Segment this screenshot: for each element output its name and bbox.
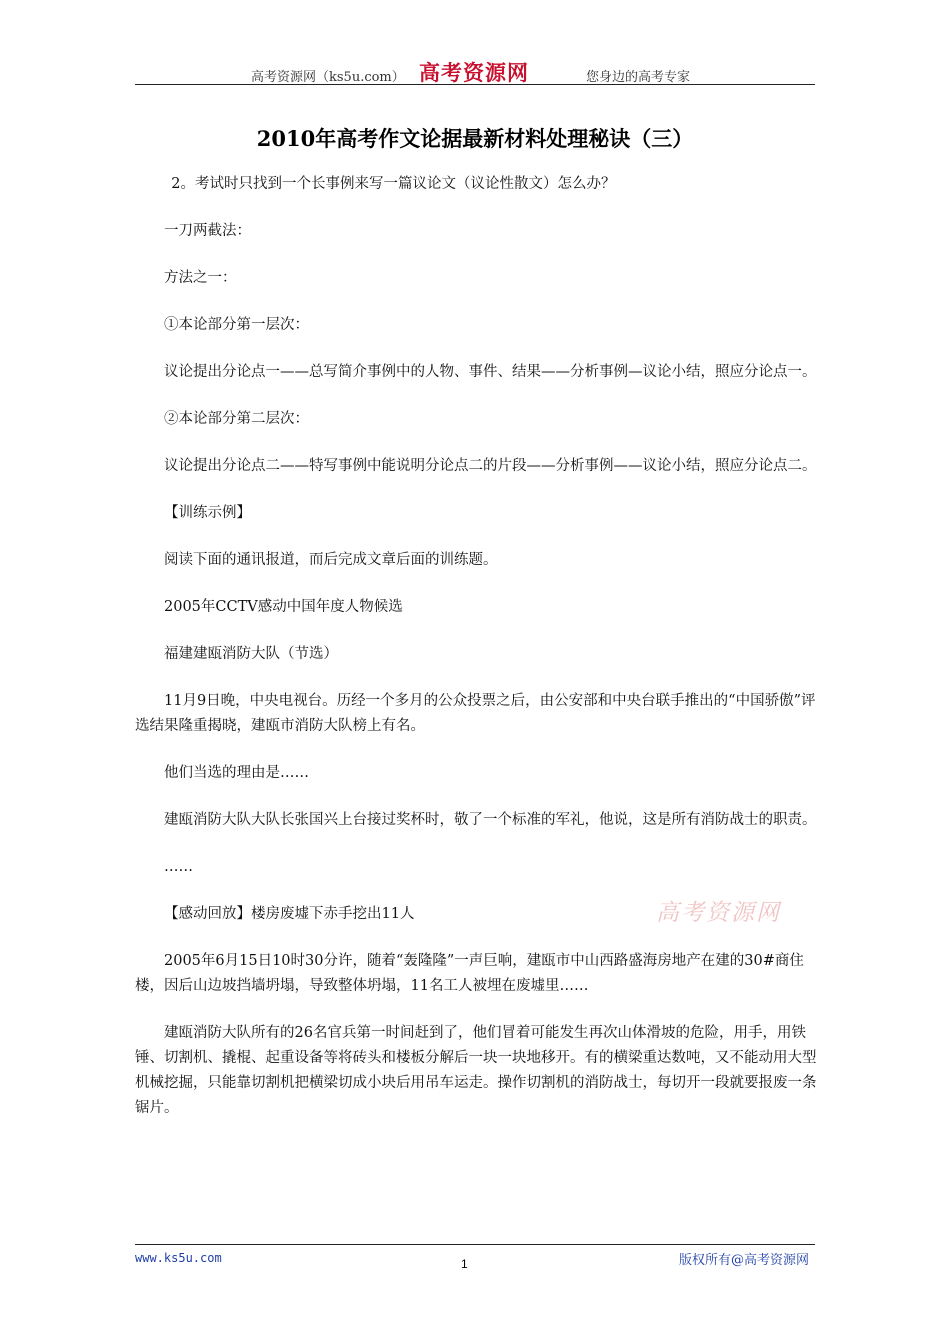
paragraph: 【感动回放】楼房废墟下赤手挖出11人: [164, 906, 415, 922]
paragraph: 【训练示例】: [164, 505, 251, 521]
paragraph-question: 2。考试时只找到一个长事例来写一篇议论文（议论性散文）怎么办？: [171, 176, 616, 192]
paragraph: 福建建瓯消防大队（节选）: [164, 646, 338, 662]
paragraph: ①本论部分第一层次：: [164, 317, 309, 333]
paragraph: 他们当选的理由是……: [164, 765, 309, 781]
paragraph: 一刀两截法：: [164, 223, 251, 239]
paragraph: 建瓯消防大队大队长张国兴上台接过奖杯时，敬了一个标准的军礼，他说，这是所有消防战士的职责。: [164, 812, 817, 828]
document-body: [135, 172, 817, 1143]
header-slogan: 您身边的高考专家: [586, 70, 691, 85]
page-footer: [135, 1244, 815, 1271]
page-header: [135, 58, 815, 85]
paragraph: 2005年CCTV感动中国年度人物候选: [164, 599, 403, 615]
paragraph: ②本论部分第二层次：: [164, 411, 309, 427]
paragraph: 议论提出分论点二——特写事例中能说明分论点二的片段——分析事例——议论小结，照应分论点二。: [164, 458, 817, 474]
page-number: 1: [461, 1257, 468, 1271]
paragraph: ……: [164, 859, 193, 875]
paragraph: 方法之一：: [164, 270, 237, 286]
watermark-logo: 高考资源网: [656, 900, 781, 926]
document-title: 2010年高考作文论据最新材料处理秘诀（三）: [256, 126, 694, 151]
paragraph: 议论提出分论点一——总写简介事例中的人物、事件、结果——分析事例—议论小结，照应分论点一。: [164, 364, 817, 380]
header-logo: 高考资源网: [419, 60, 529, 85]
footer-copyright: 版权所有@高考资源网: [678, 1253, 809, 1268]
paragraph: 11月9日晚，中央电视台。历经一个多月的公众投票之后，由公安部和中央台联手推出的“中国骄傲”评选结果隆重揭晓，建瓯市消防大队榜上有名。: [135, 693, 816, 734]
footer-url-link[interactable]: www.ks5u.com: [135, 1251, 222, 1265]
paragraph: 2005年6月15日10时30分许，随着“轰隆隆”一声巨响，建瓯市中山西路盛海房地产在建的30#商住楼，因后山边坡挡墙坍塌，导致整体坍塌，11名工人被埋在废墟里……: [135, 953, 804, 994]
paragraph: 阅读下面的通讯报道，而后完成文章后面的训练题。: [164, 552, 498, 568]
paragraph: 建瓯消防大队所有的26名官兵第一时间赶到了，他们冒着可能发生再次山体滑坡的危险，用手，用铁锤、切割机、撬棍、起重设备等将砖头和楼板分解后一块一块地移开。有的横梁重达数吨，又不能动用大型机械挖掘，只能靠切割机把横梁切成小块后用吊车运走。操作切割机的消防战士，每切开一段就要报废一条锯片。: [135, 1025, 817, 1116]
header-site-name: 高考资源网（ks5u.com）: [251, 70, 405, 85]
